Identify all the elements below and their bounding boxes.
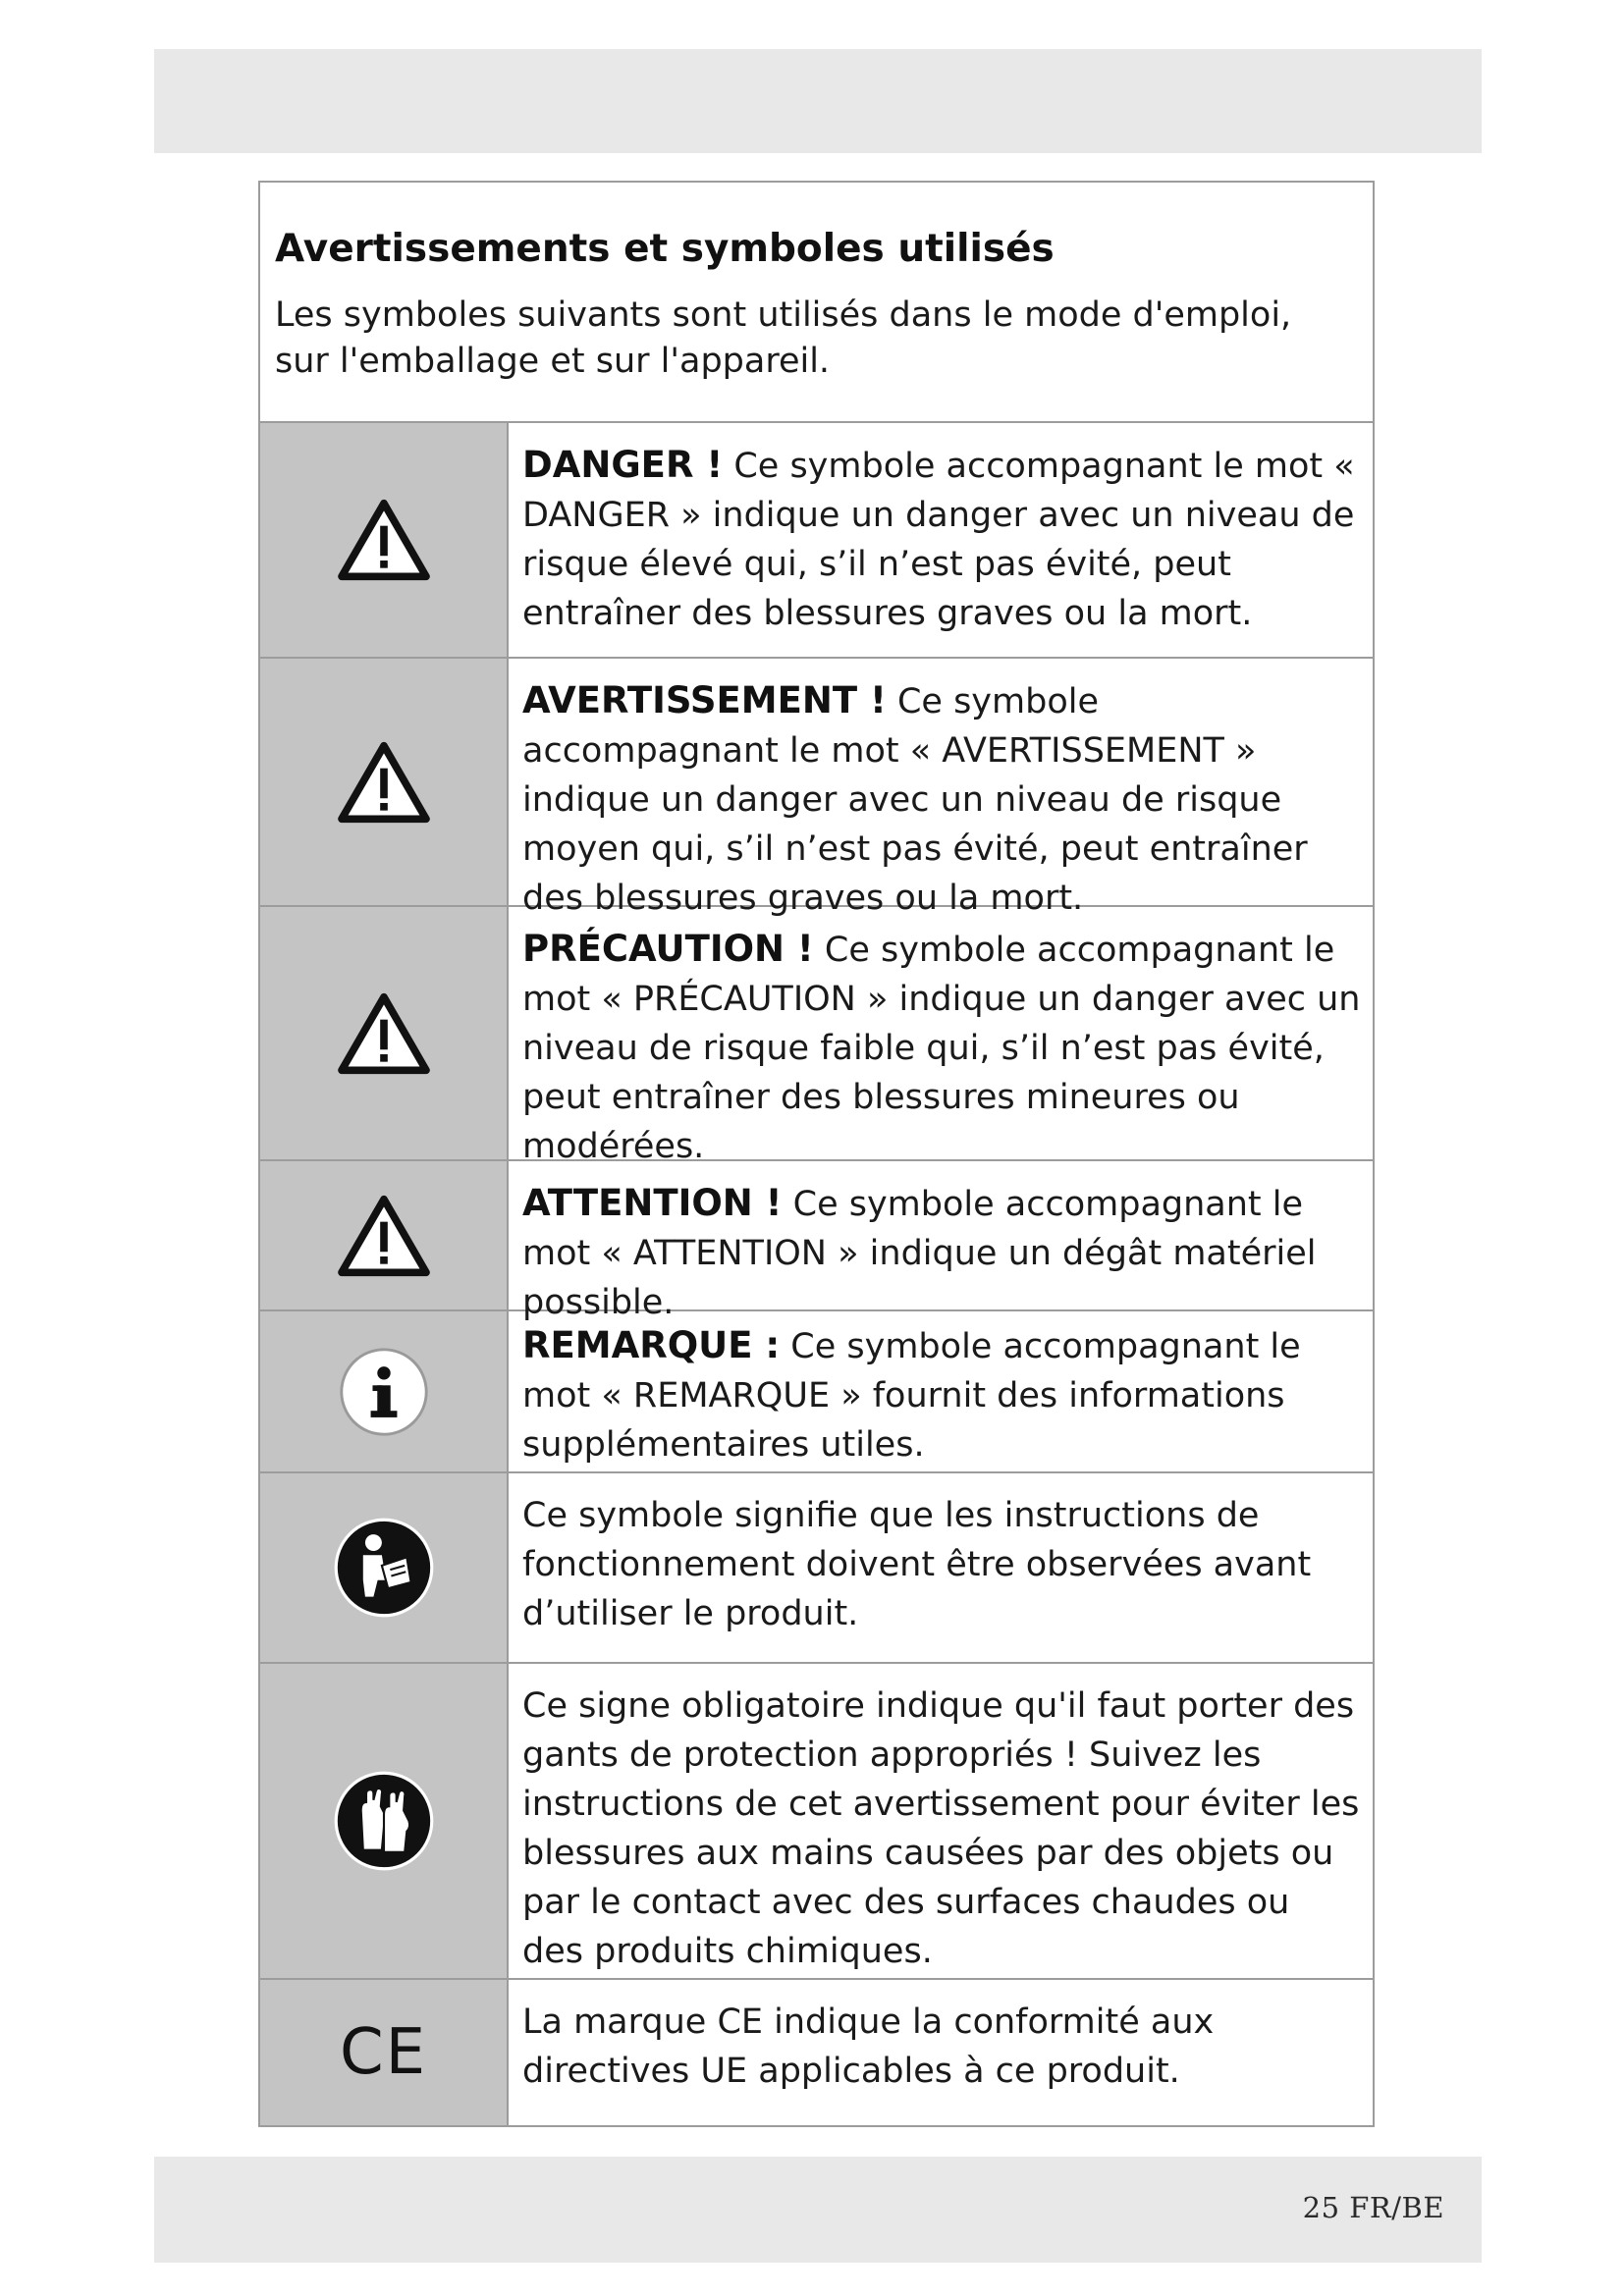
keyword: PRÉCAUTION !: [522, 928, 814, 970]
row-text: [509, 1161, 1373, 1322]
table-row: [260, 907, 1373, 1166]
description: La marque CE indique la conformité aux directives UE applicables à ce produit.: [522, 2002, 1215, 2091]
table-row: [260, 1664, 1373, 1980]
keyword: ATTENTION !: [522, 1182, 783, 1224]
description: Ce signe obligatoire indique qu'il faut porter des gants de protection appropriés ! Suivez les instructions de cet avertissement pour éviter les blessures aux mains causées par des objets ou par le contact avec des surfaces chaudes ou des produits chimiques.: [522, 1686, 1360, 1971]
keyword: DANGER !: [522, 444, 724, 486]
row-text: [509, 1311, 1373, 1471]
keyword: AVERTISSEMENT !: [522, 679, 887, 721]
description: Ce symbole accompagnant le mot « AVERTISSEMENT » indique un danger avec un niveau de risque moyen qui, s’il n’est pas évité, peut entraîner des blessures graves ou la mort.: [522, 682, 1308, 918]
row-text: [509, 1664, 1373, 1978]
read-manual-icon: [332, 1516, 436, 1620]
table-row: [260, 1980, 1373, 2125]
table-row: [260, 659, 1373, 918]
warning-triangle-icon: [337, 498, 431, 582]
warning-triangle-icon: [337, 991, 431, 1076]
icon-cell: [260, 907, 509, 1159]
icon-cell: [260, 1161, 509, 1309]
icon-cell: [260, 423, 509, 657]
description: Ce symbole accompagnant le mot « REMARQUE » fournit des informations supplémentaires utiles.: [522, 1327, 1301, 1465]
icon-cell: [260, 1311, 509, 1471]
symbols-table: [258, 181, 1375, 2127]
table-row: [260, 1473, 1373, 1664]
section-title: Avertissements et symboles utilisés: [275, 227, 1055, 271]
row-text: [509, 1980, 1373, 2125]
warning-triangle-icon: [337, 740, 431, 825]
protective-gloves-icon: [332, 1769, 436, 1873]
description: Ce symbole signifie que les instructions de fonctionnement doivent être observées avant d’utiliser le produit.: [522, 1496, 1312, 1633]
info-icon: [337, 1345, 431, 1439]
description: Ce symbole accompagnant le mot « ATTENTION » indique un dégât matériel possible.: [522, 1185, 1317, 1322]
table-row: [260, 1161, 1373, 1322]
header-bar: [154, 49, 1482, 153]
icon-cell: [260, 1473, 509, 1662]
ce-mark-icon: CE: [339, 2016, 428, 2089]
row-text: [509, 659, 1373, 918]
description: Ce symbole accompagnant le mot « PRÉCAUTION » indique un danger avec un niveau de risque faible qui, s’il n’est pas évité, peut entraîner des blessures mineures ou modérées.: [522, 931, 1361, 1166]
icon-cell: [260, 1980, 509, 2125]
row-text: [509, 907, 1373, 1166]
table-row: [260, 1311, 1373, 1473]
table-row: [260, 423, 1373, 659]
row-text: [509, 1473, 1373, 1662]
row-text: [509, 423, 1373, 657]
footer-bar: [154, 2157, 1482, 2263]
description: Ce symbole accompagnant le mot « DANGER » indique un danger avec un niveau de risque élevé qui, s’il n’est pas évité, peut entraîner des blessures graves ou la mort.: [522, 447, 1355, 633]
page-number: 25 FR/BE: [1302, 2191, 1444, 2224]
warning-triangle-icon: [337, 1194, 431, 1278]
keyword: REMARQUE :: [522, 1324, 781, 1366]
intro-section: [260, 183, 1373, 423]
icon-cell: [260, 659, 509, 905]
icon-cell: [260, 1664, 509, 1978]
intro-text: Les symboles suivants sont utilisés dans le mode d'emploi, sur l'emballage et sur l'appareil.: [275, 295, 1292, 381]
